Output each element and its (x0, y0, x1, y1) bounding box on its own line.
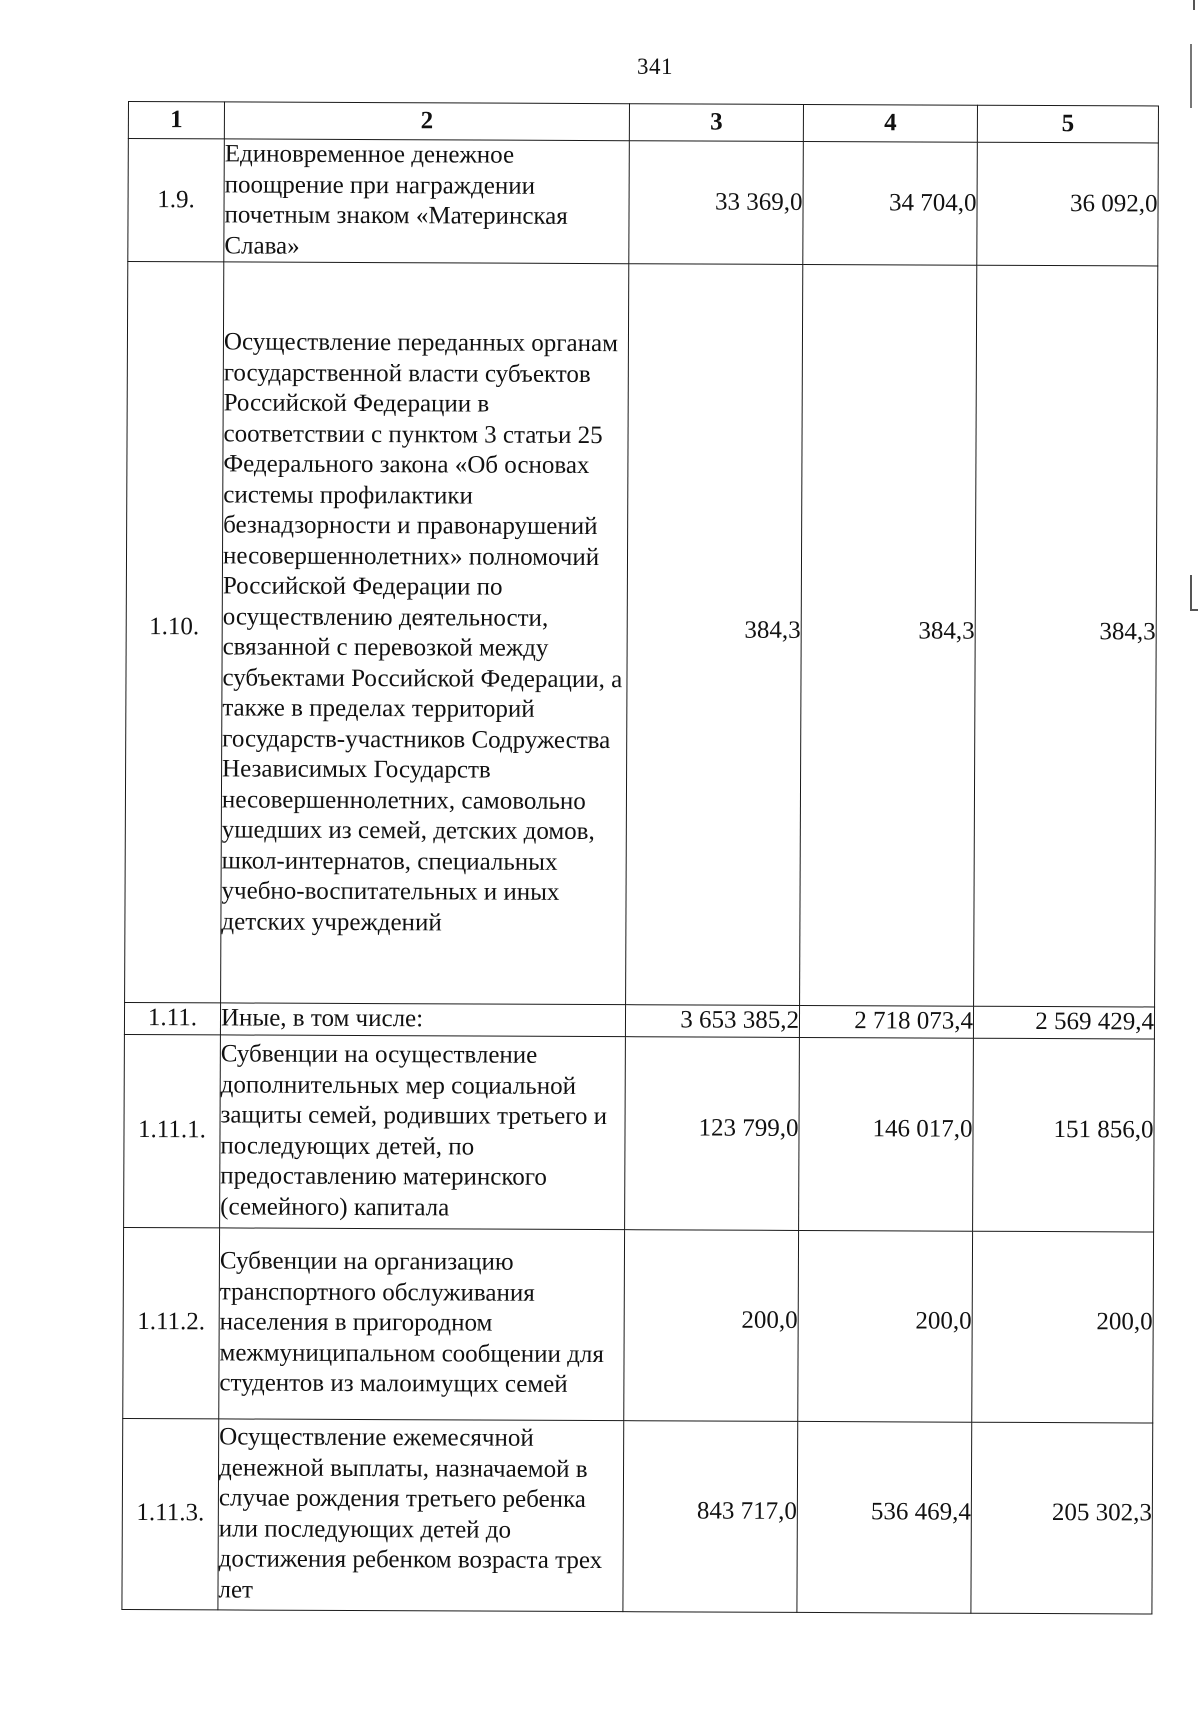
column-header-2: 2 (224, 102, 629, 141)
value-col-5: 151 856,0 (973, 1038, 1155, 1232)
column-header-1: 1 (128, 102, 224, 139)
value-col-4: 34 704,0 (803, 141, 978, 265)
value-col-4: 536 469,4 (797, 1421, 972, 1613)
row-description: Субвенции на осуществление дополнительных мер социальной защиты семей, родивших третьего и последующих детей, по предоставлению материнского (семейного) капитала (220, 1034, 626, 1229)
column-header-5: 5 (977, 105, 1158, 143)
scan-artifact (1190, 575, 1192, 611)
value-col-3: 200,0 (624, 1229, 799, 1421)
row-number: 1.11.1. (124, 1034, 221, 1227)
row-number: 1.11. (124, 1002, 220, 1034)
value-col-4: 384,3 (800, 264, 977, 1006)
row-number: 1.10. (125, 262, 224, 1003)
scan-artifact (1190, 609, 1198, 611)
table-row (123, 1227, 1154, 1422)
value-col-3: 123 799,0 (625, 1036, 800, 1230)
column-header-3: 3 (629, 104, 803, 142)
row-number: 1.9. (128, 139, 225, 262)
value-col-3: 384,3 (626, 264, 803, 1006)
value-col-3: 843 717,0 (623, 1420, 798, 1612)
column-header-4: 4 (803, 104, 977, 142)
row-description: Субвенции на организацию транспортного обслуживания населения в пригородном межмуниципальном сообщении для студентов из малоимущих семей (219, 1227, 625, 1420)
table-header-row (128, 102, 1158, 143)
row-number: 1.11.2. (123, 1227, 220, 1418)
table-row (124, 1002, 1154, 1038)
table-row (124, 1034, 1155, 1231)
table-row (125, 262, 1158, 1007)
budget-table (121, 101, 1159, 1614)
value-col-3: 33 369,0 (629, 141, 804, 265)
row-description: Осуществление переданных органам государственной власти субъектов Российской Федерации в соответствии с пунктом 3 статьи 25 Федерального закона «Об основах системы профилактики безнадзорности и правонарушений несовершеннолетних» полномочий Российской Федерации по осуществлению деятельности, связанной с перевозкой между субъектами Российской Федерации, а также в пределах территорий государств-участников Содружества Независимых Государств несовершеннолетних, самовольно ушедших из семей, детских домов, школ-интернатов, специальных учебно-воспитательных и иных детских учреждений (221, 262, 629, 1005)
row-number: 1.11.3. (122, 1418, 219, 1609)
value-col-5: 205 302,3 (971, 1422, 1153, 1614)
row-description: Единовременное денежное поощрение при награждении почетным знаком «Материнская Слава» (224, 139, 630, 264)
scan-artifact (1193, 0, 1195, 10)
value-col-5: 384,3 (974, 265, 1158, 1007)
scan-artifact (1190, 44, 1192, 108)
value-col-4: 2 718 073,4 (799, 1005, 973, 1037)
row-description: Осуществление ежемесячной денежной выплаты, назначаемой в случае рождения третьего ребенка или последующих детей до достижения ребенком возраста трех лет (218, 1418, 624, 1611)
row-description: Иные, в том числе: (220, 1003, 625, 1036)
value-col-3: 3 653 385,2 (625, 1005, 799, 1037)
table-row (122, 1418, 1153, 1613)
value-col-5: 200,0 (972, 1231, 1154, 1423)
value-col-4: 200,0 (798, 1230, 973, 1422)
value-col-4: 146 017,0 (799, 1037, 974, 1231)
value-col-5: 36 092,0 (977, 142, 1159, 266)
table-row (128, 139, 1159, 266)
value-col-5: 2 569 429,4 (973, 1006, 1154, 1038)
page-number: 341 (637, 54, 673, 79)
